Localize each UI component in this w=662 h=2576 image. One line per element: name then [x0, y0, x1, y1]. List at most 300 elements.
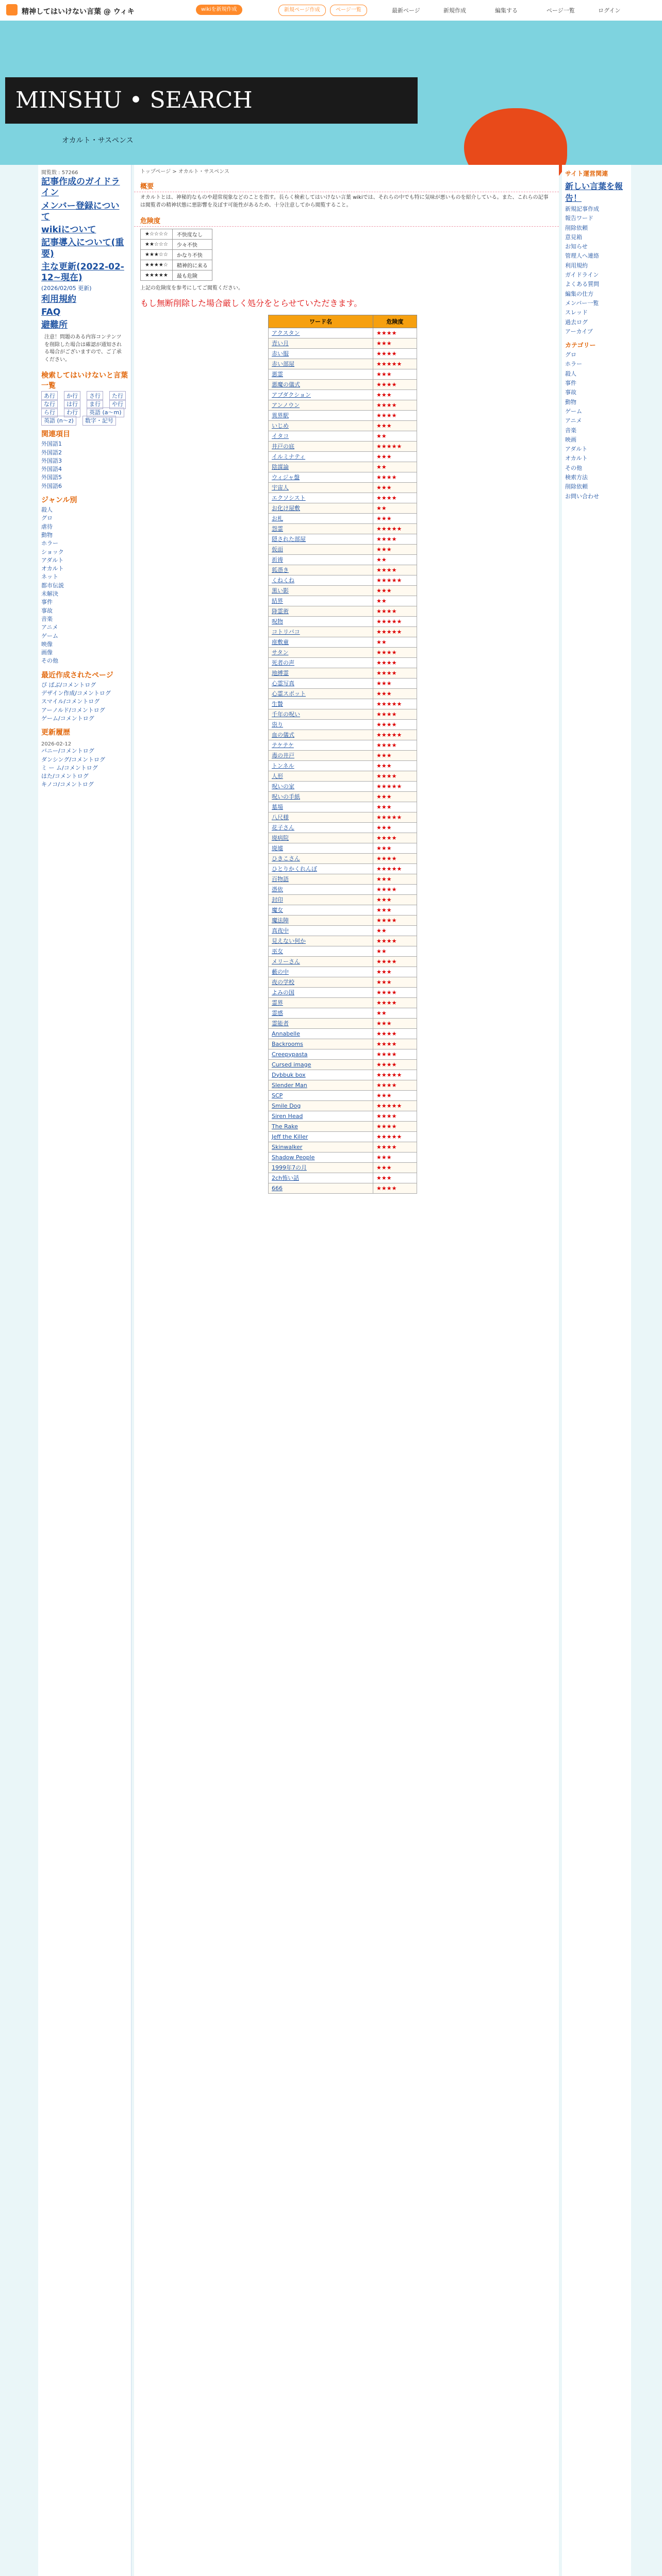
- genre-link[interactable]: 都市伝説: [41, 582, 64, 589]
- word-row: [269, 750, 417, 760]
- danger-rank: ★★★★: [373, 379, 417, 389]
- word-link[interactable]: 心霊写真: [269, 678, 373, 688]
- genre-link[interactable]: 虐待: [41, 523, 53, 530]
- report-new-word-link[interactable]: 新しい言葉を報告！: [565, 181, 623, 203]
- word-link[interactable]: 花子さん: [269, 822, 373, 833]
- word-row: [269, 400, 417, 410]
- new-page-button[interactable]: 新規ページ作成: [278, 5, 326, 16]
- danger-rank: ★★★★: [373, 936, 417, 946]
- word-row: [269, 451, 417, 462]
- word-link[interactable]: 666: [269, 1183, 373, 1193]
- related-link[interactable]: 外国語5: [41, 474, 62, 481]
- word-link[interactable]: お化け屋敷: [269, 503, 373, 513]
- word-link[interactable]: エクソシスト: [269, 493, 373, 503]
- word-link[interactable]: お札: [269, 513, 373, 523]
- related-link[interactable]: 外国語4: [41, 466, 62, 473]
- new-page-link[interactable]: ぴ ばぶ/コメントログ: [41, 681, 96, 688]
- danger-rank: ★★: [373, 431, 417, 441]
- category-link[interactable]: 音楽: [565, 427, 576, 434]
- top-nav-item[interactable]: 最新ページ: [392, 7, 420, 14]
- word-row: [269, 1131, 417, 1142]
- danger-rank: ★★★: [373, 843, 417, 853]
- danger-rank: ★★★★: [373, 997, 417, 1008]
- admin-link[interactable]: 意見箱: [565, 233, 582, 241]
- category-link[interactable]: アダルト: [565, 446, 588, 453]
- word-link[interactable]: 魔女: [269, 905, 373, 915]
- word-row: [269, 534, 417, 544]
- word-link[interactable]: テケテケ: [269, 740, 373, 750]
- kana-link[interactable]: さ行: [87, 391, 103, 401]
- admin-link[interactable]: アーカイブ: [565, 328, 593, 335]
- category-link[interactable]: 事件: [565, 380, 576, 387]
- kana-link[interactable]: 数字・記号: [82, 416, 116, 426]
- category-link[interactable]: その他: [565, 464, 582, 471]
- left-main-link[interactable]: wikiについて: [41, 225, 96, 235]
- left-misc-link[interactable]: 利用規約: [41, 294, 76, 304]
- danger-rank: ★★★★★: [373, 441, 417, 451]
- word-link[interactable]: 封印: [269, 894, 373, 905]
- word-link[interactable]: 死者の声: [269, 657, 373, 668]
- word-link[interactable]: 狐憑き: [269, 565, 373, 575]
- danger-rank: ★★★★: [373, 740, 417, 750]
- related-link[interactable]: 外国語1: [41, 440, 62, 448]
- kana-link[interactable]: 英語 (a〜m): [87, 408, 124, 417]
- word-row: [269, 1049, 417, 1059]
- word-link[interactable]: 憑依: [269, 884, 373, 894]
- bottom-link[interactable]: 削除依頼: [565, 483, 588, 490]
- category-heading: カテゴリー: [565, 342, 596, 349]
- word-link[interactable]: 赤い服: [269, 348, 373, 359]
- legend-row: [141, 270, 212, 281]
- category-link[interactable]: グロ: [565, 351, 576, 359]
- legend-row: [141, 229, 212, 240]
- admin-link[interactable]: 新規記事作成: [565, 206, 599, 212]
- word-column-header: ワード名: [269, 315, 373, 328]
- word-link[interactable]: 霊感: [269, 1008, 373, 1018]
- new-page-link[interactable]: アーノルド/コメントログ: [41, 706, 105, 714]
- genre-link[interactable]: ショック: [41, 548, 64, 555]
- word-row: [269, 1028, 417, 1039]
- admin-link[interactable]: お知らせ: [565, 243, 588, 250]
- legend-label: かなり不快: [172, 250, 212, 260]
- word-link[interactable]: 千年の呪い: [269, 709, 373, 719]
- danger-rank: ★★★★: [373, 1039, 417, 1049]
- word-link[interactable]: 祟り: [269, 719, 373, 730]
- recent-page-link[interactable]: はた/コメントログ: [41, 773, 89, 780]
- danger-rank: ★★★★: [373, 534, 417, 544]
- danger-rank: ★★★★★: [373, 699, 417, 709]
- word-link[interactable]: The Rake: [269, 1121, 373, 1131]
- breadcrumb[interactable]: トップページ > オカルト・サスペンス: [140, 169, 229, 175]
- word-link[interactable]: 悪霊: [269, 369, 373, 379]
- word-link[interactable]: Jeff the Killer: [269, 1131, 373, 1142]
- word-link[interactable]: Backrooms: [269, 1039, 373, 1049]
- word-link[interactable]: 1999年7の月: [269, 1162, 373, 1173]
- word-link[interactable]: イタコ: [269, 431, 373, 441]
- word-link[interactable]: 座敷童: [269, 637, 373, 647]
- word-link[interactable]: Smile Dog: [269, 1100, 373, 1111]
- word-row: [269, 1080, 417, 1090]
- word-link[interactable]: Cursed image: [269, 1059, 373, 1070]
- word-link[interactable]: Siren Head: [269, 1111, 373, 1121]
- danger-rank: ★★★★: [373, 647, 417, 657]
- overview-text: オカルトとは、神秘的なものや超常現象などのことを指す。長らく検索してはいけない言葉 wikiでは、それらの中でも特に気味が悪いものを紹介している。また、これらの記事は閲覧者の精神状態に悪影響を及ぼす可能性があるため、十分注意してから閲覧すること。: [140, 195, 549, 208]
- danger-rank: ★★★: [373, 1090, 417, 1100]
- danger-rank: ★★: [373, 637, 417, 647]
- create-wiki-button[interactable]: wikiを新規作成: [196, 5, 242, 15]
- genre-link[interactable]: その他: [41, 657, 58, 665]
- word-link[interactable]: 青い月: [269, 338, 373, 348]
- genre-link[interactable]: グロ: [41, 515, 53, 522]
- left-misc-link[interactable]: FAQ: [41, 307, 61, 317]
- related-link[interactable]: 外国語3: [41, 457, 62, 464]
- danger-rank: ★★★★: [373, 709, 417, 719]
- word-link[interactable]: Annabelle: [269, 1028, 373, 1039]
- word-table: [268, 315, 417, 1194]
- top-nav-item[interactable]: 新規作成: [443, 7, 466, 14]
- category-link[interactable]: 事故: [565, 389, 576, 396]
- danger-rank: ★★★★: [373, 771, 417, 781]
- kana-link[interactable]: か行: [64, 391, 80, 401]
- word-link[interactable]: 怨霊: [269, 523, 373, 534]
- genre-link[interactable]: ホラー: [41, 540, 58, 547]
- danger-rank: ★★★★: [373, 1183, 417, 1193]
- legend-label: 最も危険: [172, 270, 212, 281]
- word-link[interactable]: 悪魔の儀式: [269, 379, 373, 389]
- legend-label: 精神的に来る: [172, 260, 212, 270]
- word-link[interactable]: 祈祷: [269, 554, 373, 565]
- category-link[interactable]: オカルト: [565, 455, 588, 462]
- word-row: [269, 760, 417, 771]
- danger-rank: ★★★: [373, 822, 417, 833]
- danger-rank: ★★★★: [373, 1121, 417, 1131]
- related-link[interactable]: 外国語6: [41, 482, 62, 489]
- top-nav-item[interactable]: 編集する: [495, 7, 518, 14]
- danger-rank: ★★★★: [373, 1080, 417, 1090]
- genre-link[interactable]: 映像: [41, 640, 53, 648]
- left-main-link[interactable]: 記事作成のガイドライン: [41, 177, 120, 198]
- danger-rank: ★★★: [373, 905, 417, 915]
- word-link[interactable]: 黒い影: [269, 585, 373, 596]
- word-link[interactable]: 廃病院: [269, 833, 373, 843]
- word-link[interactable]: 隠された部屋: [269, 534, 373, 544]
- word-link[interactable]: SCP: [269, 1090, 373, 1100]
- category-link[interactable]: ゲーム: [565, 408, 582, 415]
- word-row: [269, 410, 417, 420]
- word-link[interactable]: ひとりかくれんぼ: [269, 863, 373, 874]
- danger-rank: ★★★★: [373, 884, 417, 894]
- legend-stars: ★★★★☆: [141, 260, 173, 270]
- word-row: [269, 575, 417, 585]
- word-link[interactable]: 霊能者: [269, 1018, 373, 1028]
- word-link[interactable]: 毒の井戸: [269, 750, 373, 760]
- danger-rank: ★★★★★: [373, 1131, 417, 1142]
- genre-link[interactable]: 殺人: [41, 506, 53, 514]
- word-link[interactable]: 降霊術: [269, 606, 373, 616]
- kana-link[interactable]: ら行: [41, 408, 58, 417]
- word-link[interactable]: ひきこさん: [269, 853, 373, 863]
- kana-link[interactable]: あ行: [41, 391, 58, 401]
- word-link[interactable]: 生贄: [269, 699, 373, 709]
- genre-link[interactable]: 事件: [41, 599, 53, 606]
- word-row: [269, 853, 417, 863]
- category-links: [562, 350, 631, 473]
- word-row: [269, 1100, 417, 1111]
- word-link[interactable]: 呪物: [269, 616, 373, 626]
- left-sidebar: [38, 165, 131, 2576]
- genre-link[interactable]: 未解決: [41, 590, 58, 598]
- danger-rank: ★★: [373, 503, 417, 513]
- legend-label: 少々不快: [172, 240, 212, 250]
- genre-link[interactable]: 音楽: [41, 615, 53, 622]
- genre-link[interactable]: ゲーム: [41, 632, 58, 639]
- word-link[interactable]: 宇宙人: [269, 482, 373, 493]
- banner-tagline: オカルト・サスペンス: [62, 137, 134, 145]
- word-link[interactable]: 赤い部屋: [269, 359, 373, 369]
- word-link[interactable]: 仮面: [269, 544, 373, 554]
- new-page-link[interactable]: ゲーム/コメントログ: [41, 715, 94, 722]
- danger-rank: ★★★★★: [373, 575, 417, 585]
- admin-link[interactable]: 報告ワード: [565, 215, 593, 222]
- word-row: [269, 472, 417, 482]
- legend-row: [141, 240, 212, 250]
- left-misc-link[interactable]: 避難所: [41, 320, 68, 331]
- recent-page-link[interactable]: キノコ/コメントログ: [41, 781, 94, 788]
- admin-link[interactable]: 利用規約: [565, 262, 588, 269]
- category-link[interactable]: ホラー: [565, 361, 582, 368]
- kana-link[interactable]: 英語 (n〜z): [41, 416, 76, 426]
- word-link[interactable]: 人形: [269, 771, 373, 781]
- admin-link[interactable]: ガイドライン: [565, 272, 599, 279]
- word-link[interactable]: 墓場: [269, 802, 373, 812]
- word-row: [269, 1121, 417, 1131]
- danger-rank: ★★★: [373, 750, 417, 760]
- word-row: [269, 626, 417, 637]
- category-link[interactable]: 殺人: [565, 370, 576, 377]
- kana-link[interactable]: ま行: [87, 399, 103, 409]
- word-row: [269, 585, 417, 596]
- word-row: [269, 863, 417, 874]
- kana-link[interactable]: や行: [109, 399, 126, 409]
- word-row: [269, 389, 417, 400]
- danger-rank: ★★★★: [373, 410, 417, 420]
- word-link[interactable]: ウィジャ盤: [269, 472, 373, 482]
- danger-rank: ★★★: [373, 338, 417, 348]
- word-link[interactable]: 夜の学校: [269, 977, 373, 987]
- word-row: [269, 1039, 417, 1049]
- admin-link[interactable]: 過去ログ: [565, 318, 588, 326]
- related-link[interactable]: 外国語2: [41, 449, 62, 456]
- genre-link[interactable]: 動物: [41, 531, 53, 538]
- word-row: [269, 884, 417, 894]
- word-link[interactable]: コトリバコ: [269, 626, 373, 637]
- page-list-button[interactable]: ページ一覧: [330, 5, 367, 16]
- word-link[interactable]: 真夜中: [269, 925, 373, 936]
- word-row: [269, 348, 417, 359]
- view-counter: 閲覧数 : 57266: [41, 170, 78, 176]
- danger-rank: ★★★★: [373, 956, 417, 967]
- new-page-link[interactable]: デザイン作成/コメントログ: [41, 690, 111, 697]
- danger-rank: ★★★: [373, 802, 417, 812]
- admin-link[interactable]: よくある質問: [565, 281, 599, 288]
- word-row: [269, 894, 417, 905]
- left-main-link[interactable]: メンバー登録について: [41, 200, 120, 222]
- danger-rank: ★★: [373, 462, 417, 472]
- genre-link[interactable]: 事故: [41, 607, 53, 614]
- word-row: [269, 647, 417, 657]
- word-link[interactable]: 結界: [269, 596, 373, 606]
- word-row: [269, 482, 417, 493]
- word-link[interactable]: Dybbuk box: [269, 1070, 373, 1080]
- top-bar: [0, 0, 662, 21]
- word-link[interactable]: Creepypasta: [269, 1049, 373, 1059]
- danger-rank: ★★★: [373, 369, 417, 379]
- category-link[interactable]: アニメ: [565, 417, 582, 425]
- top-nav-item[interactable]: ログイン: [598, 7, 621, 14]
- word-link[interactable]: Slender Man: [269, 1080, 373, 1090]
- legend-stars: ★☆☆☆☆: [141, 229, 173, 240]
- rank-column-header: 危険度: [373, 315, 417, 328]
- word-row: [269, 678, 417, 688]
- danger-rank: ★★★★★: [373, 863, 417, 874]
- danger-rank: ★★★★: [373, 328, 417, 338]
- word-link[interactable]: Skinwalker: [269, 1142, 373, 1152]
- recent-heading: 更新履歴: [41, 728, 70, 737]
- word-link[interactable]: 巫女: [269, 946, 373, 956]
- word-link[interactable]: 百物語: [269, 874, 373, 884]
- word-link[interactable]: トンネル: [269, 760, 373, 771]
- kana-link[interactable]: は行: [64, 399, 80, 409]
- danger-rank: ★★★: [373, 420, 417, 431]
- kana-link[interactable]: た行: [109, 391, 126, 401]
- danger-rank: ★★★★: [373, 915, 417, 925]
- admin-link[interactable]: スレッド: [565, 309, 588, 316]
- danger-rank: ★★★: [373, 874, 417, 884]
- danger-rank: ★★★★: [373, 1049, 417, 1059]
- word-link[interactable]: 藪の中: [269, 967, 373, 977]
- danger-rank: ★★★★: [373, 472, 417, 482]
- word-row: [269, 544, 417, 554]
- word-link[interactable]: アンノウン: [269, 400, 373, 410]
- category-link[interactable]: 動物: [565, 398, 576, 405]
- category-link[interactable]: 映画: [565, 436, 576, 443]
- word-link[interactable]: 異界駅: [269, 410, 373, 420]
- genre-link[interactable]: ネット: [41, 573, 58, 581]
- word-link[interactable]: サタン: [269, 647, 373, 657]
- genre-link[interactable]: アダルト: [41, 556, 64, 564]
- word-link[interactable]: Shadow People: [269, 1152, 373, 1162]
- new-pages-heading: 最近作成されたページ: [41, 671, 113, 680]
- word-link[interactable]: 呪いの手紙: [269, 791, 373, 802]
- word-link[interactable]: よみの国: [269, 987, 373, 997]
- left-main-link[interactable]: 記事導入について(重要): [41, 238, 124, 259]
- word-link[interactable]: アブダクション: [269, 389, 373, 400]
- kana-link[interactable]: な行: [41, 399, 58, 409]
- word-link[interactable]: 見えない何か: [269, 936, 373, 946]
- banner-logo[interactable]: MINSHU • SEARCH: [5, 77, 418, 124]
- word-link[interactable]: 八尺様: [269, 812, 373, 822]
- left-main-link[interactable]: 主な更新(2022-02-12~現在): [41, 261, 124, 283]
- word-link[interactable]: 地縛霊: [269, 668, 373, 678]
- word-row: [269, 802, 417, 812]
- danger-rank: ★★★: [373, 791, 417, 802]
- danger-rank: ★★★: [373, 513, 417, 523]
- wiki-logo-icon[interactable]: [6, 4, 18, 15]
- admin-link[interactable]: 編集の仕方: [565, 290, 593, 297]
- word-link[interactable]: 血の儀式: [269, 730, 373, 740]
- recent-page-link[interactable]: ミ ー ム/コメントログ: [41, 764, 98, 771]
- new-page-link[interactable]: スマイル/コメントログ: [41, 698, 100, 705]
- site-title[interactable]: 精神してはいけない言葉 @ ウィキ: [22, 8, 135, 16]
- danger-rank: ★★: [373, 554, 417, 565]
- bottom-link[interactable]: お問い合わせ: [565, 493, 599, 500]
- word-row: [269, 493, 417, 503]
- danger-rank: ★★★★: [373, 668, 417, 678]
- word-row: [269, 328, 417, 338]
- kana-link[interactable]: わ行: [64, 408, 80, 417]
- word-row: [269, 874, 417, 884]
- danger-rank: ★★★: [373, 1162, 417, 1173]
- word-link[interactable]: いじめ: [269, 420, 373, 431]
- word-link[interactable]: 呪いの家: [269, 781, 373, 791]
- word-row: [269, 637, 417, 647]
- word-link[interactable]: 陰謀論: [269, 462, 373, 472]
- danger-rank: ★★★: [373, 1018, 417, 1028]
- word-row: [269, 781, 417, 791]
- new-pages-list: [38, 681, 131, 723]
- admin-link[interactable]: メンバー一覧: [565, 299, 599, 307]
- word-row: [269, 565, 417, 575]
- danger-rank: ★★★: [373, 967, 417, 977]
- danger-rank: ★★★★: [373, 565, 417, 575]
- danger-rank: ★★★★★: [373, 812, 417, 822]
- admin-link[interactable]: 管理人へ連絡: [565, 252, 599, 260]
- genre-link[interactable]: 画像: [41, 649, 53, 656]
- danger-rank: ★★★★: [373, 1059, 417, 1070]
- danger-rank: ★★★★: [373, 606, 417, 616]
- recent-page-link[interactable]: ダンシング/コメントログ: [41, 756, 106, 763]
- bottom-link[interactable]: 検索方法: [565, 474, 588, 481]
- word-link[interactable]: アクスタン: [269, 328, 373, 338]
- search-words-heading: 検索してはいけないと言葉一覧: [41, 371, 128, 391]
- legend-stars: ★★★★★: [141, 270, 173, 281]
- word-row: [269, 997, 417, 1008]
- word-link[interactable]: 魔法陣: [269, 915, 373, 925]
- top-nav-item[interactable]: ページ一覧: [547, 7, 575, 14]
- word-link[interactable]: メリーさん: [269, 956, 373, 967]
- word-link[interactable]: 心霊スポット: [269, 688, 373, 699]
- word-link[interactable]: 霊界: [269, 997, 373, 1008]
- word-row: [269, 420, 417, 431]
- word-link[interactable]: 井戸の底: [269, 441, 373, 451]
- genre-heading: ジャンル別: [41, 496, 77, 505]
- word-link[interactable]: くねくね: [269, 575, 373, 585]
- word-link[interactable]: 廃墟: [269, 843, 373, 853]
- recent-page-link[interactable]: バニー/コメントログ: [41, 748, 94, 755]
- word-link[interactable]: イルミナティ: [269, 451, 373, 462]
- word-link[interactable]: 2ch怖い話: [269, 1173, 373, 1183]
- genre-link[interactable]: アニメ: [41, 624, 58, 631]
- admin-link[interactable]: 削除依頼: [565, 224, 588, 231]
- word-row: [269, 462, 417, 472]
- word-row: [269, 688, 417, 699]
- danger-rank: ★★★★★: [373, 781, 417, 791]
- danger-rank: ★★★★★: [373, 616, 417, 626]
- word-row: [269, 503, 417, 513]
- genre-link[interactable]: オカルト: [41, 565, 64, 572]
- left-main-links: [38, 176, 131, 284]
- legend-row: [141, 250, 212, 260]
